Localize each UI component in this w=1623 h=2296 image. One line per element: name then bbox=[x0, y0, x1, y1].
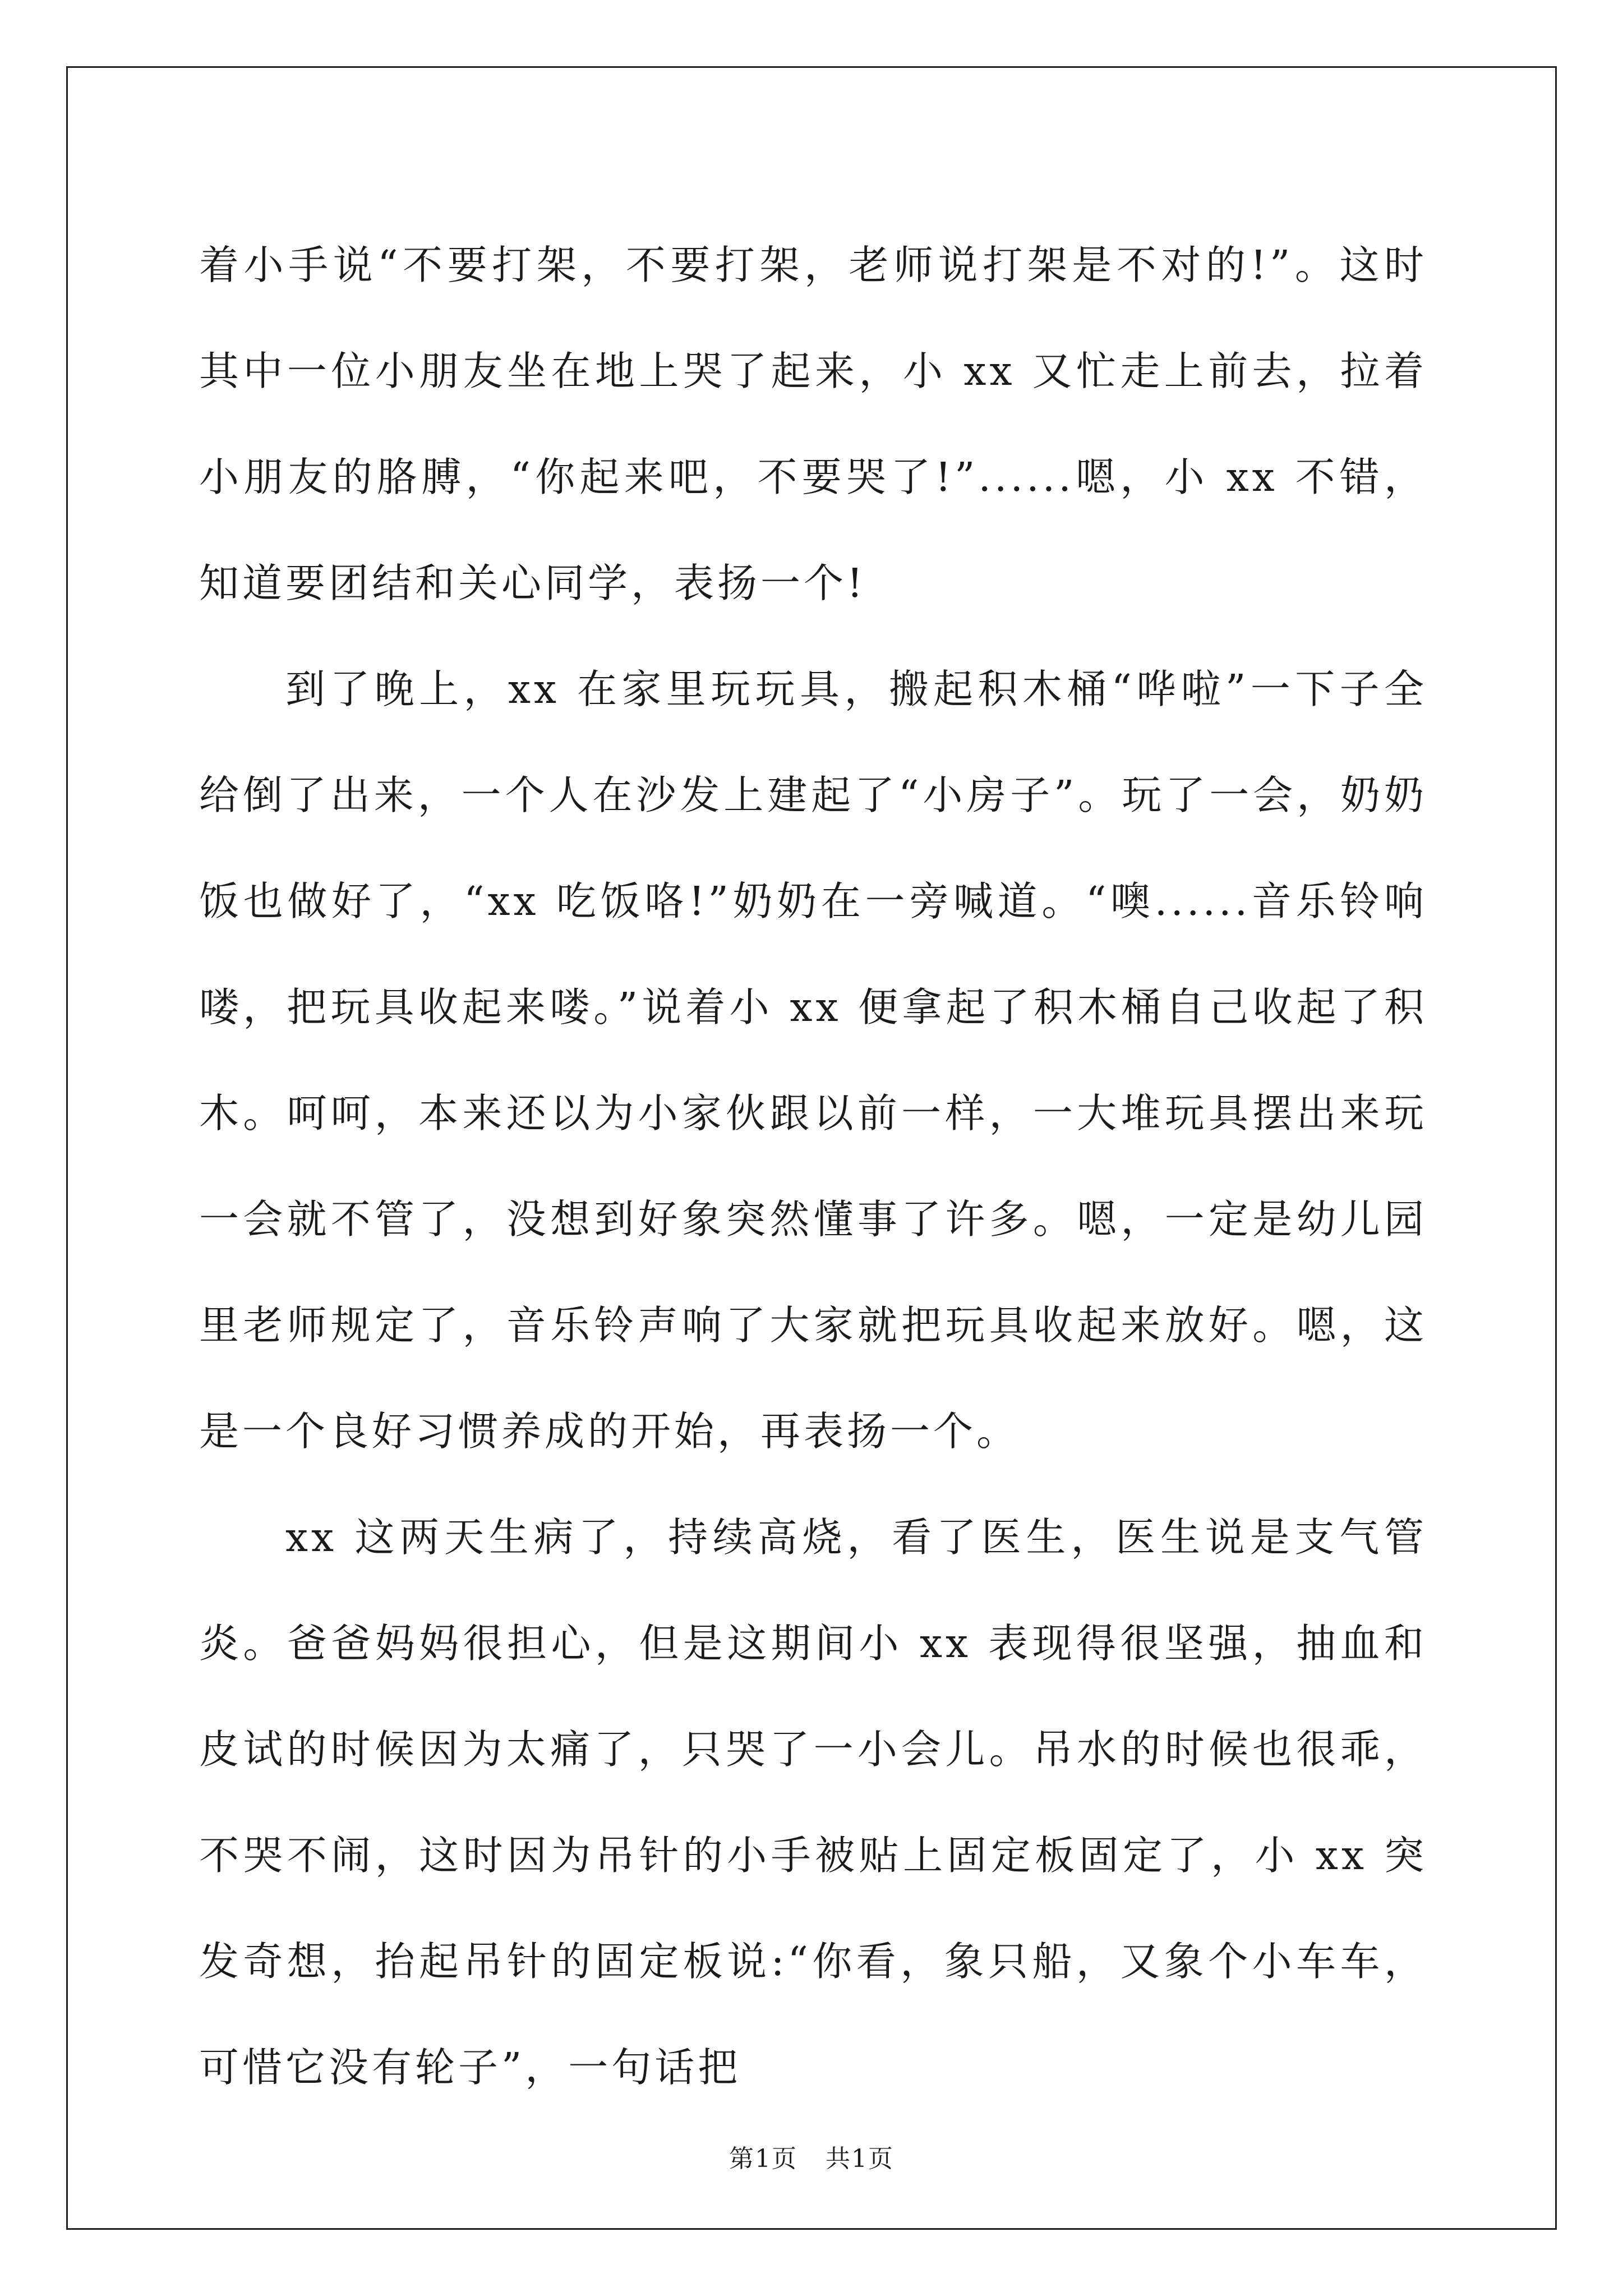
paragraph-2: 到了晚上，xx 在家里玩玩具，搬起积木桶“哗啦”一下子全给倒了出来，一个人在沙发上建起了“小房子”。玩了一会，奶奶饭也做好了，“xx 吃饭咯!”奶奶在一旁喊道。“噢......音乐铃响喽，把玩具收起来喽。”说着小 xx 便拿起了积木桶自己收起了积木。呵呵，本来还以为小家伙跟以前一样，一大堆玩具摆出来玩一会就不管了，没想到好象突然懂事了许多。嗯，一定是幼儿园里老师规定了，音乐铃声响了大家就把玩具收起来放好。嗯，这是一个良好习惯养成的开始，再表扬一个。 bbox=[199, 666, 1427, 1455]
page-total: 共1页 bbox=[826, 2145, 894, 2173]
page-number: 第1页 bbox=[729, 2145, 797, 2173]
page-footer bbox=[0, 2138, 1623, 2174]
document-body bbox=[199, 212, 1427, 2120]
paragraph-3: xx 这两天生病了，持续高烧，看了医生，医生说是支气管炎。爸爸妈妈很担心，但是这期间小 xx 表现得很坚强，抽血和皮试的时候因为太痛了，只哭了一小会儿。吊水的时候也很乖，不哭不闹，这时因为吊针的小手被贴上固定板固定了，小 xx 突发奇想，抬起吊针的固定板说:“你看，象只船，又象个小车车，可惜它没有轮子”，一句话把 bbox=[199, 1514, 1427, 2091]
paragraph-1: 着小手说“不要打架，不要打架，老师说打架是不对的!”。这时其中一位小朋友坐在地上哭了起来，小 xx 又忙走上前去，拉着小朋友的胳膊，“你起来吧，不要哭了!”......嗯，小 xx 不错，知道要团结和关心同学，表扬一个! bbox=[199, 242, 1427, 606]
